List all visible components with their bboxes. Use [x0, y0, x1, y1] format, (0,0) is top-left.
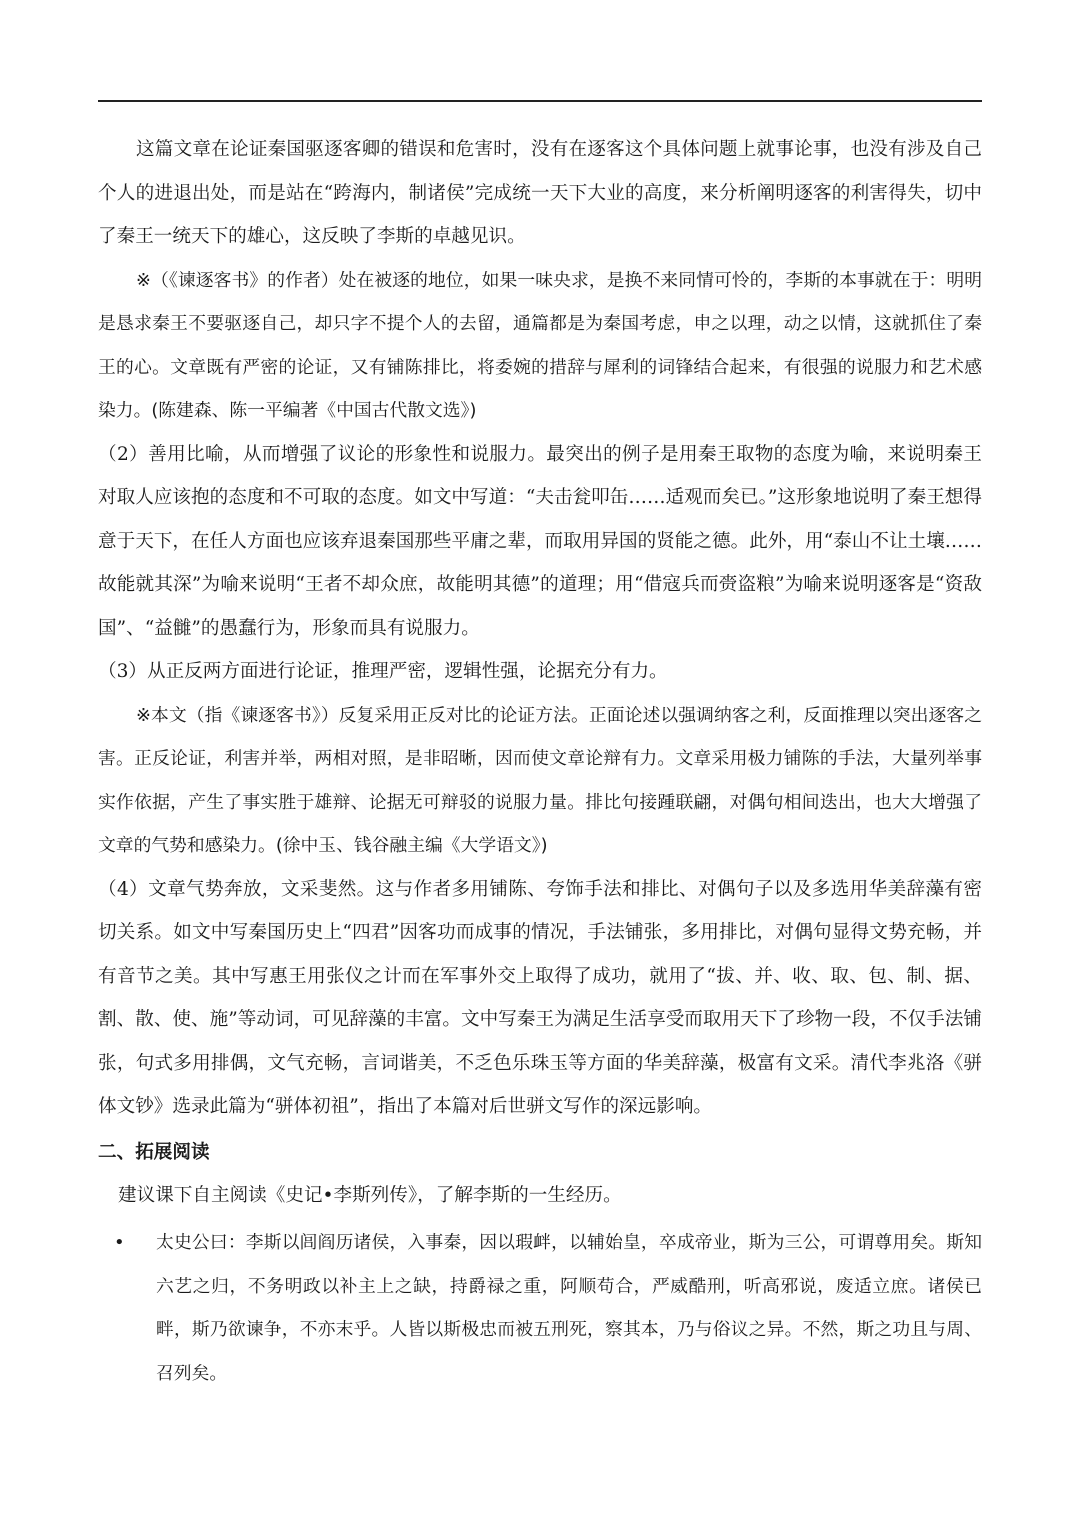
- point-3-argument: （3）从正反两方面进行论证，推理严密，逻辑性强，论据充分有力。: [98, 661, 668, 682]
- list-item: [98, 1221, 982, 1395]
- taishigong-quote: 太史公曰：李斯以闾阎历诸侯，入事秦，因以瑕衅，以辅始皇，卒成帝业，斯为三公，可谓尊用矣。斯知六艺之归，不务明政以补主上之缺，持爵禄之重，阿顺苟合，严威酷刑，听高邪说，废适立庶。诸侯已畔，斯乃欲谏争，不亦末乎。人皆以斯极忠而被五刑死，察其本，乃与俗议之异。不然，斯之功且与周、召列矣。: [156, 1232, 982, 1384]
- section-extended-reading-title: 二、拓展阅读: [98, 1141, 210, 1163]
- point-4-style: （4）文章气势奔放，文采斐然。这与作者多用铺陈、夸饰手法和排比、对偶句子以及多选用华美辞藻有密切关系。如文中写秦国历史上“四君”因客功而成事的情况，手法铺张，多用排比，对偶句显得文势充畅，并有音节之美。其中写惠王用张仪之计而在军事外交上取得了成功，就用了“拔、并、收、取、包、制、据、割、散、使、施”等动词，可见辞藻的丰富。文中写秦王为满足生活享受而取用天下了珍物一段，不仅手法铺张，句式多用排偶，文气充畅，言词谐美，不乏色乐珠玉等方面的华美辞藻，极富有文采。清代李兆洛《骈体文钞》选录此篇为“骈体初祖”，指出了本篇对后世骈文写作的深远影响。: [98, 878, 982, 1117]
- point-2-metaphor: （2）善用比喻，从而增强了议论的形象性和说服力。最突出的例子是用秦王取物的态度为喻，来说明秦王对取人应该抱的态度和不可取的态度。如文中写道：“夫击瓮叩缶……适观而矣已。”这形象地说明了秦王想得意于天下，在任人方面也应该弃退秦国那些平庸之辈，而取用异国的贤能之德。此外，用“泰山不让土壤……故能就其深”为喻来说明“王者不却众庶，故能明其德”的道理；用“借寇兵而赍盗粮”为喻来说明逐客是“资敌国”、“益雠”的愚蠢行为，形象而具有说服力。: [98, 443, 982, 639]
- quote-chen-jiansen: ※（《谏逐客书》的作者）处在被逐的地位，如果一味央求，是换不来同情可怜的，李斯的本事就在于：明明是恳求秦王不要驱逐自己，却只字不提个人的去留，通篇都是为秦国考虑，申之以理，动之以情，这就抓住了秦王的心。文章既有严密的论证，又有铺陈排比，将委婉的措辞与犀利的词锋结合起来，有很强的说服力和艺术感染力。(陈建森、陈一平编著《中国古代散文选》): [98, 269, 982, 421]
- header-rule: [98, 100, 982, 102]
- reading-suggestion: 建议课下自主阅读《史记•李斯列传》，了解李斯的一生经历。: [118, 1184, 622, 1206]
- quote-xu-zhongyu: ※本文（指《谏逐客书》）反复采用正反对比的论证方法。正面论述以强调纳客之利，反面推理以突出逐客之害。正反论证，利害并举，两相对照，是非昭晰，因而使文章论辩有力。文章采用极力铺陈的手法，大量列举事实作依据，产生了事实胜于雄辩、论据无可辩驳的说服力量。排比句接踵联翩，对偶句相间迭出，也大大增强了文章的气势和感染力。(徐中玉、钱谷融主编《大学语文》): [98, 704, 982, 856]
- document-body: [98, 128, 982, 1395]
- bullet-icon: •: [114, 1232, 125, 1253]
- paragraph-analysis: 这篇文章在论证秦国驱逐客卿的错误和危害时，没有在逐客这个具体问题上就事论事，也没有涉及自己个人的进退出处，而是站在“跨海内，制诸侯”完成统一天下大业的高度，来分析阐明逐客的利害得失，切中了秦王一统天下的雄心，这反映了李斯的卓越见识。: [98, 139, 982, 247]
